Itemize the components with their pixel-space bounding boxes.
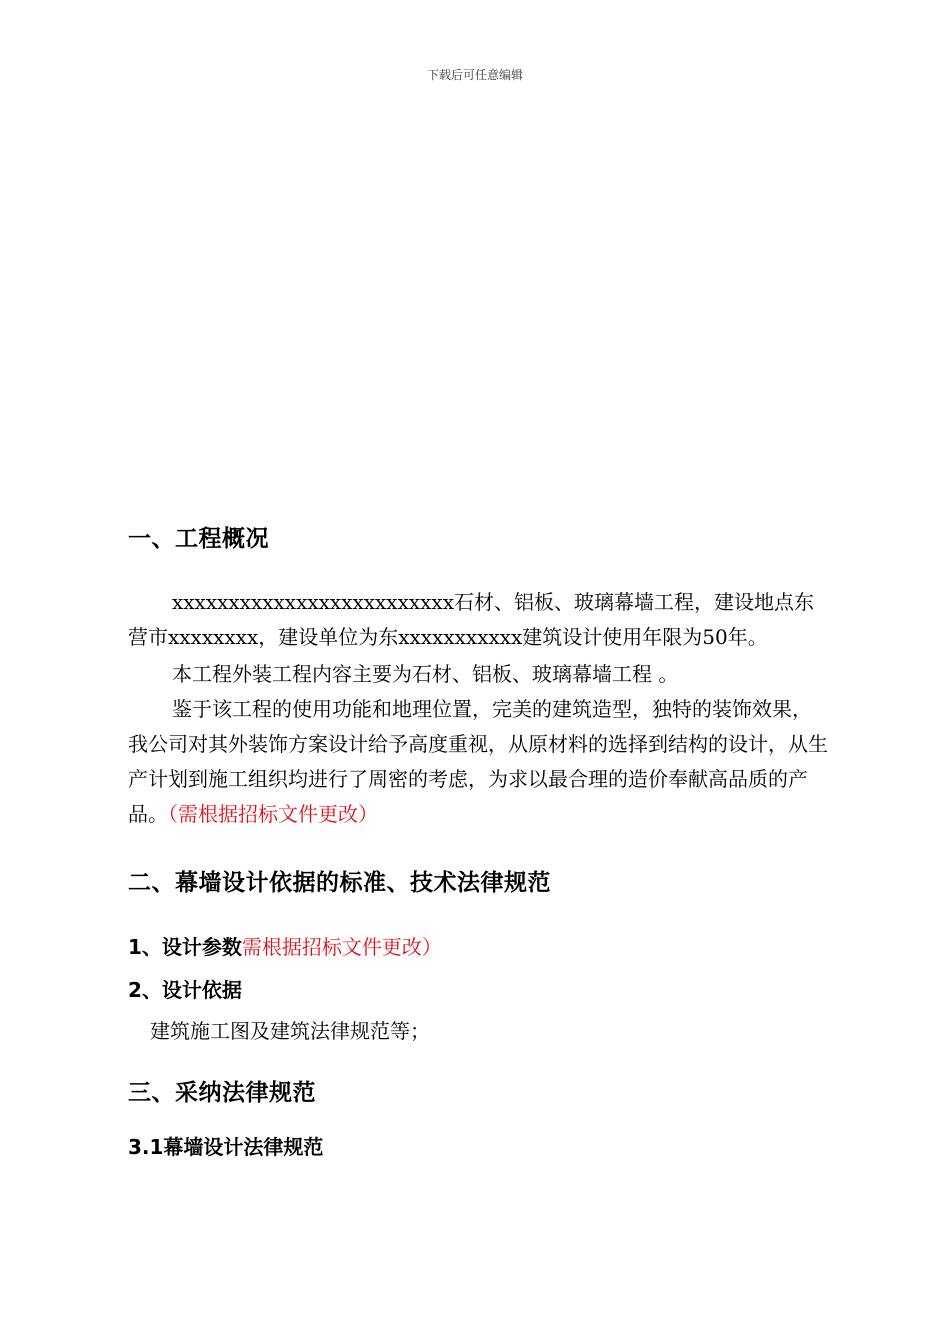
document-content xyxy=(128,520,828,1160)
section-2-item-2-text: 建筑施工图及建筑法律规范等； xyxy=(150,1019,430,1043)
section-2-item-2: 2、设计依据 xyxy=(128,978,242,1002)
header-note: 下载后可任意编辑 xyxy=(426,68,523,82)
section-2-item-1 xyxy=(128,931,828,960)
section-1-paragraph-1: xxxxxxxxxxxxxxxxxxxxxxxxx石材、铝板、玻璃幕墙工程，建设地点东营市xxxxxxxx，建设单位为东xxxxxxxxxxx建筑设计使用年限为50年。 xyxy=(128,590,814,649)
section-1-paragraph-3 xyxy=(128,692,828,832)
section-3-title: 三、采纳法律规范 xyxy=(128,1080,316,1106)
paragraph-3-text: 鉴于该工程的使用功能和地理位置，完美的建筑造型，独特的装饰效果，我公司对其外装饰方案设计给予高度重视，从原材料的选择到结构的设计，从生产计划到施工组织均进行了周密的考虑，为求以最合理的造价奉献高品质的产品。 xyxy=(128,697,828,826)
section-2-title: 二、幕墙设计依据的标准、技术法律规范 xyxy=(128,870,551,896)
item-1-label: 1、设计参数 xyxy=(128,935,242,959)
item-1-red-note: 需根据招标文件更改） xyxy=(241,935,442,959)
paragraph-3-red-note: （需根据招标文件更改） xyxy=(168,802,378,826)
section-3-subtitle-1: 3.1幕墙设计法律规范 xyxy=(128,1135,324,1159)
section-1-title: 一、工程概况 xyxy=(128,526,269,552)
section-1-paragraph-2: 本工程外装工程内容主要为石材、铝板、玻璃幕墙工程 。 xyxy=(172,662,679,686)
